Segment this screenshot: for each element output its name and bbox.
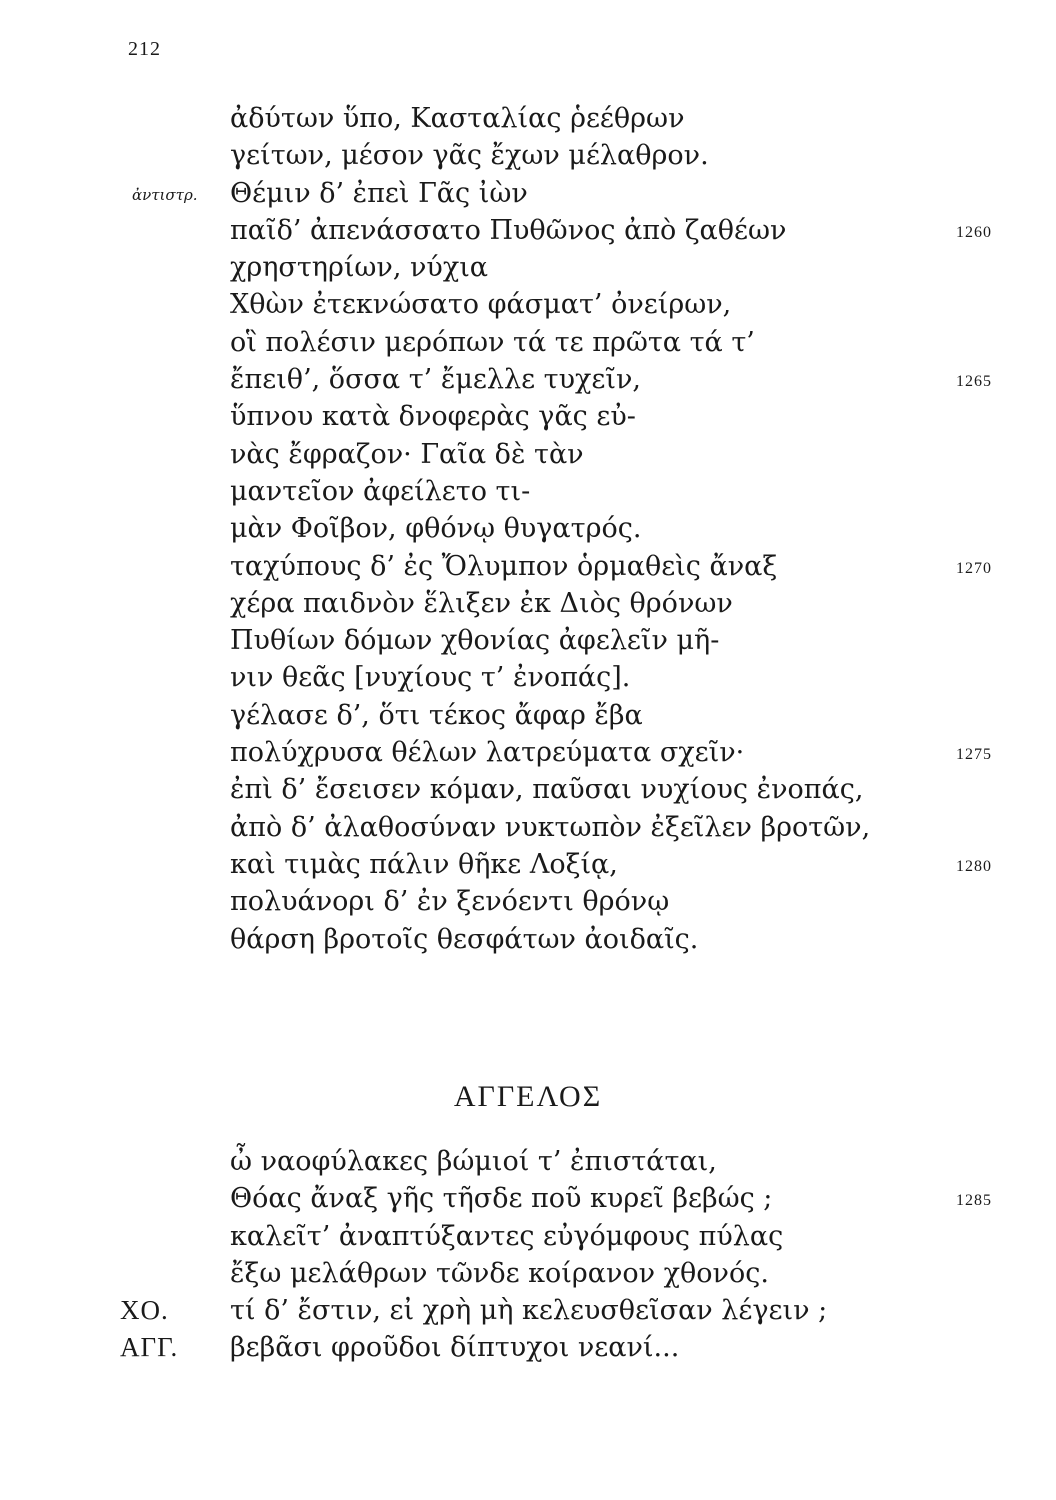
- verse-line: [230, 473, 950, 510]
- line-number: 1260: [956, 223, 992, 241]
- verse-line: [230, 846, 992, 883]
- verse-line: [230, 286, 950, 323]
- verse-line-text: ἀδύτων ὕπο, Κασταλίας ῥεέθρων: [230, 103, 685, 134]
- verse-line-text: χέρα παιδνὸν ἕλιξεν ἐκ Διὸς θρόνων: [230, 587, 733, 619]
- verse-line-text: Θόας ἄναξ γῆς τῆσδε ποῦ κυρεῖ βεβώς ;: [230, 1183, 773, 1215]
- verse-line-text: Πυθίων δόμων χθονίας ἀφελεῖν μῆ-: [230, 625, 720, 657]
- line-number: 1270: [956, 559, 992, 577]
- line-number: 1265: [956, 373, 992, 391]
- verse-line-text: μαντεῖον ἀφείλετο τι-: [230, 475, 531, 507]
- verse-line: [132, 175, 950, 212]
- speaker-heading: ΑΓΓΕΛΟΣ: [453, 1080, 603, 1113]
- verse-line-text: θάρση βροτοῖς θεσφάτων ἀοιδαῖς.: [230, 923, 699, 955]
- page-number: 212: [128, 38, 161, 60]
- verse-block-dialogue: [120, 1143, 992, 1367]
- verse-line-text: Θέμιν δ’ ἐπεὶ Γᾶς ἰὼν: [230, 177, 528, 209]
- verse-line-text: καλεῖτ’ ἀναπτύξαντες εὐγόμφους πύλας: [230, 1220, 784, 1252]
- verse-line-text: ἐπὶ δ’ ἔσεισεν κόμαν, παῦσαι νυχίους ἐνοπάς,: [230, 774, 864, 806]
- verse-line: [230, 883, 950, 920]
- speaker-label: ΧΟ.: [120, 1295, 169, 1326]
- verse-line: [230, 249, 950, 286]
- verse-line-text: γέλασε δ’, ὅτι τέκος ἄφαρ ἔβα: [230, 699, 643, 731]
- verse-line-text: καὶ τιμὰς πάλιν θῆκε Λοξίᾳ,: [230, 848, 618, 880]
- verse-line: [230, 1180, 992, 1217]
- line-number: 1280: [956, 857, 992, 875]
- verse-line-text: ὦ ναοφύλακες βώμιοί τ’ ἐπιστάται,: [230, 1146, 717, 1177]
- verse-line-text: ἔξω μελάθρων τῶνδε κοίρανον χθονός.: [230, 1257, 769, 1289]
- verse-line: [230, 100, 950, 137]
- verse-line-text: γείτων, μέσον γᾶς ἔχων μέλαθρον.: [230, 140, 709, 172]
- verse-line: [230, 398, 950, 435]
- verse-line: [230, 212, 992, 249]
- verse-line: [230, 436, 950, 473]
- margin-note-antistrophe: ἀντιστρ.: [132, 185, 198, 204]
- verse-line-text: Χθὼν ἐτεκνώσατο φάσματ’ ὀνείρων,: [230, 289, 732, 321]
- verse-line: [230, 622, 950, 659]
- verse-line: [230, 734, 992, 771]
- verse-line: [230, 361, 992, 398]
- verse-line: [120, 1329, 950, 1366]
- verse-line-text: τί δ’ ἔστιν, εἰ χρὴ μὴ κελευσθεῖσαν λέγειν ;: [230, 1295, 828, 1327]
- verse-line-text: οἳ πολέσιν μερόπων τά τε πρῶτα τά τ’: [230, 326, 755, 358]
- verse-line-text: ἔπειθ’, ὅσσα τ’ ἔμελλε τυχεῖν,: [230, 364, 641, 396]
- verse-line-text: πολύχρυσα θέλων λατρεύματα σχεῖν·: [230, 737, 745, 769]
- verse-line-text: ὕπνου κατὰ δνοφερὰς γᾶς εὐ-: [230, 401, 636, 433]
- verse-line: [230, 1218, 950, 1255]
- verse-line: [230, 697, 950, 734]
- verse-line: [230, 548, 992, 585]
- verse-line-text: χρηστηρίων, νύχια: [230, 252, 489, 284]
- verse-line: [230, 324, 950, 361]
- verse-line-text: μὰν Φοῖβον, φθόνῳ θυγατρός.: [230, 513, 642, 545]
- verse-line-text: νὰς ἔφραζον· Γαῖα δὲ τὰν: [230, 438, 584, 470]
- line-number: 1275: [956, 746, 992, 764]
- verse-block-strophe: [132, 100, 992, 958]
- verse-line: [230, 809, 950, 846]
- verse-line-text: ἀπὸ δ’ ἀλαθοσύναν νυκτωπὸν ἐξεῖλεν βροτῶν,: [230, 811, 871, 843]
- line-number: 1285: [956, 1192, 992, 1210]
- speaker-label: ΑΓΓ.: [120, 1332, 179, 1363]
- verse-line: [230, 137, 950, 174]
- verse-line: [230, 921, 950, 958]
- verse-line: [230, 1255, 950, 1292]
- verse-line-text: πολυάνορι δ’ ἐν ξενόεντι θρόνῳ: [230, 886, 670, 918]
- verse-line-text: ταχύπους δ’ ἐς Ὄλυμπον ὁρμαθεὶς ἄναξ: [230, 550, 778, 582]
- verse-line: [230, 771, 950, 808]
- verse-line: [120, 1292, 950, 1329]
- verse-line-text: παῖδ’ ἀπενάσσατο Πυθῶνος ἀπὸ ζαθέων: [230, 214, 787, 246]
- verse-line: [230, 510, 950, 547]
- verse-line-text: βεβᾶσι φροῦδοι δίπτυχοι νεανί...: [230, 1332, 680, 1364]
- verse-line: [230, 1143, 950, 1180]
- verse-line: [230, 585, 950, 622]
- verse-line-text: νιν θεᾶς [νυχίους τ’ ἐνοπάς].: [230, 662, 631, 694]
- verse-line: [230, 659, 950, 696]
